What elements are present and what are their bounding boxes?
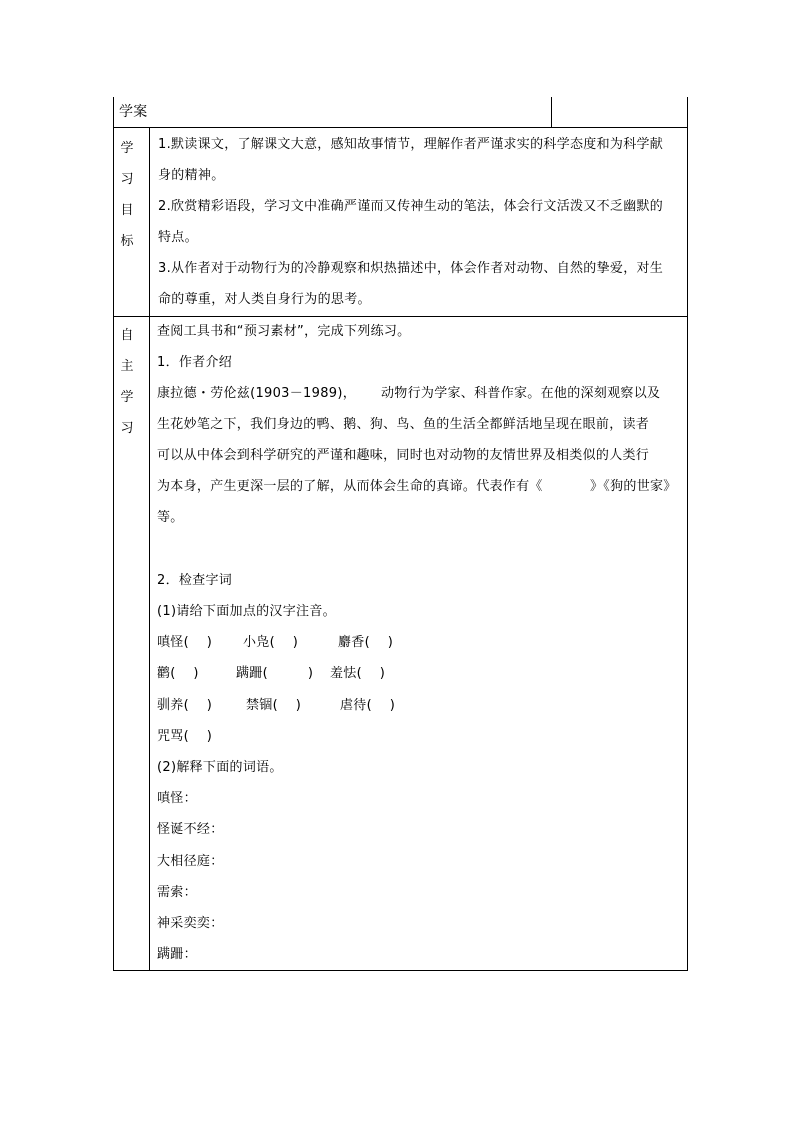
definition-term: 蹒跚： xyxy=(157,947,197,962)
objective-3-line-1: 3.从作者对于动物行为的冷静观察和炽热描述中，体会作者对动物、自然的挚爱，对生 xyxy=(158,261,664,276)
section-1-heading: 1．作者介绍 xyxy=(157,355,233,370)
definition-term: 大相径庭： xyxy=(157,854,224,869)
pinyin-instruction: (1)请给下面加点的汉字注音。 xyxy=(157,604,336,619)
author-line-2: 生花妙笔之下，我们身边的鸭、鹅、狗、鸟、鱼的生活全都鲜活地呈现在眼前，读者 xyxy=(157,417,650,432)
objectives-label-char-3: 目 xyxy=(120,203,134,218)
self-study-intro: 查阅工具书和“预习素材”，完成下列练习。 xyxy=(157,324,411,339)
table-bottom-border xyxy=(113,970,688,971)
pinyin-item: 禁锢( ) xyxy=(246,698,302,713)
self-study-label-char-3: 学 xyxy=(120,390,134,405)
definition-instruction: (2)解释下面的词语。 xyxy=(157,760,283,775)
objective-3-line-2: 命的尊重，对人类自身行为的思考。 xyxy=(158,292,371,307)
page-title: 学案 xyxy=(119,104,148,120)
label-column-divider xyxy=(149,127,150,971)
pinyin-item: 羞怯( ) xyxy=(330,666,386,681)
section-2-heading: 2．检查字词 xyxy=(157,573,233,588)
pinyin-item: 麝香( ) xyxy=(338,635,394,650)
author-line-1b: 动物行为学家、科普作家。在他的深刻观察以及 xyxy=(381,386,661,401)
pinyin-item: 嗔怪( ) xyxy=(157,635,213,650)
header-bottom-border xyxy=(113,127,688,128)
header-divider xyxy=(551,97,552,127)
pinyin-item: 咒骂( ) xyxy=(157,729,213,744)
pinyin-item: 虐待( ) xyxy=(340,698,396,713)
self-study-label-char-4: 习 xyxy=(120,421,134,436)
table-right-border xyxy=(687,97,688,971)
pinyin-item: 小凫( ) xyxy=(243,635,299,650)
pinyin-item: 鹳( ) xyxy=(157,666,199,681)
self-study-label-char-1: 自 xyxy=(120,328,134,343)
objective-1-line-2: 身的精神。 xyxy=(158,168,225,183)
author-line-5: 等。 xyxy=(157,510,184,525)
author-line-3: 可以从中体会到科学研究的严谨和趣味，同时也对动物的友情世界及相类似的人类行 xyxy=(157,448,650,463)
objectives-label-char-4: 标 xyxy=(120,234,134,249)
definition-term: 神采奕奕： xyxy=(157,916,224,931)
definition-term: 怪诞不经： xyxy=(157,822,224,837)
objectives-bottom-border xyxy=(113,316,688,317)
table-left-border xyxy=(113,97,114,971)
author-line-1a: 康拉德・劳伦兹(1903－1989)， xyxy=(157,386,357,401)
objective-1-line-1: 1.默读课文，了解课文大意，感知故事情节，理解作者严谨求实的科学态度和为科学献 xyxy=(158,137,664,152)
self-study-label-char-2: 主 xyxy=(120,359,134,374)
pinyin-item: 驯养( ) xyxy=(157,698,213,713)
objective-2-line-2: 特点。 xyxy=(158,230,198,245)
author-line-4b: 》《狗的世家》 xyxy=(590,479,677,494)
objectives-label-char-1: 学 xyxy=(120,141,134,156)
definition-term: 嗔怪： xyxy=(157,791,197,806)
author-line-4a: 为本身，产生更深一层的了解，从而体会生命的真谛。代表作有《 xyxy=(157,479,543,494)
pinyin-item: 蹒跚( ) xyxy=(236,666,314,681)
objectives-label-char-2: 习 xyxy=(120,172,134,187)
definition-term: 需索： xyxy=(157,885,197,900)
objective-2-line-1: 2.欣赏精彩语段，学习文中准确严谨而又传神生动的笔法，体会行文活泼又不乏幽默的 xyxy=(158,199,664,214)
